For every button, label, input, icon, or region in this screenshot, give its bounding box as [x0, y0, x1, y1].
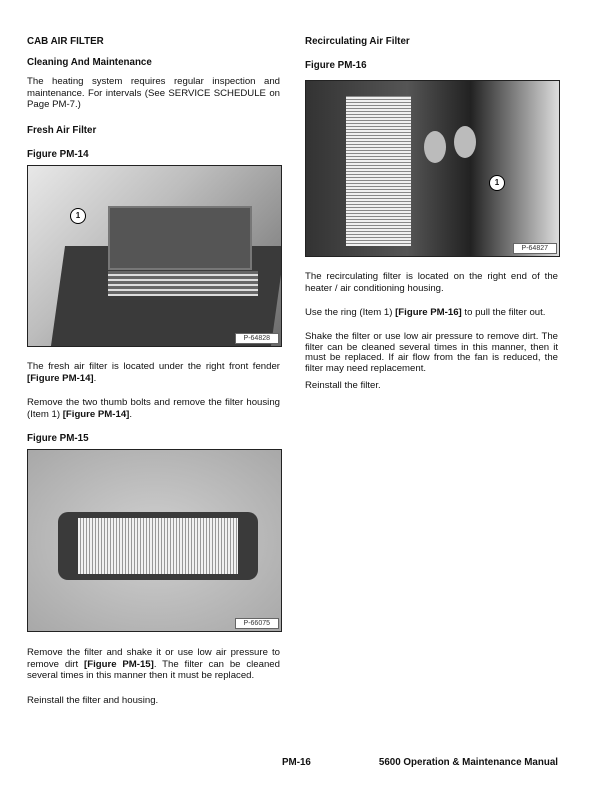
figure-pm15-photo: [27, 449, 282, 632]
paragraph-remove-housing: Remove the two thumb bolts and remove the filter housing (Item 1) [Figure PM-14].: [27, 397, 280, 420]
paragraph-ring: Use the ring (Item 1) [Figure PM-16] to pull the filter out.: [305, 307, 546, 318]
figure-pm14-caption: Figure PM-14: [27, 149, 89, 160]
vent-hole: [424, 131, 446, 163]
paragraph-shake: Remove the filter and shake it or use low air pressure to remove dirt [Figure PM-15]. The filter can be cleaned several times in this manner then it must be replaced.: [27, 647, 280, 681]
paragraph-shake-recirc: Shake the filter or use low air pressure to remove dirt. The filter can be cleaned several times in this manner, then it must be replaced. If air flow from the fan is reduced, the filter may need replacement.: [305, 331, 558, 374]
photo-label: P-66075: [235, 618, 279, 629]
callout-1: 1: [70, 208, 86, 224]
paragraph-recirc-location: The recirculating filter is located on the right end of the heater / air conditioning housing.: [305, 271, 558, 294]
page-number: PM-16: [282, 757, 311, 768]
subsection-title: Cleaning And Maintenance: [27, 57, 152, 68]
photo-label: P-64828: [235, 333, 279, 344]
figure-pm14-photo: [27, 165, 282, 347]
filter-pleats: [346, 96, 411, 246]
paragraph-reinstall-recirc: Reinstall the filter.: [305, 380, 381, 391]
fresh-air-heading: Fresh Air Filter: [27, 125, 97, 136]
figure-pm16-photo: [305, 80, 560, 257]
filter-pleats: [78, 518, 238, 574]
paragraph-location: The fresh air filter is located under the right front fender [Figure PM-14].: [27, 361, 280, 384]
recirc-heading: Recirculating Air Filter: [305, 36, 410, 47]
manual-title: 5600 Operation & Maintenance Manual: [378, 757, 558, 768]
callout-1: 1: [489, 175, 505, 191]
paragraph-reinstall: Reinstall the filter and housing.: [27, 695, 159, 706]
figure-pm16-caption: Figure PM-16: [305, 60, 367, 71]
vent-slots: [108, 271, 258, 296]
photo-label: P-64827: [513, 243, 557, 254]
vent-hole: [454, 126, 476, 158]
intro-paragraph: The heating system requires regular inspection and maintenance. For intervals (See SERVICE SCHEDULE on Page PM-7.): [27, 76, 280, 110]
filter-housing: [108, 206, 252, 270]
section-title: CAB AIR FILTER: [27, 36, 104, 47]
figure-pm15-caption: Figure PM-15: [27, 433, 89, 444]
